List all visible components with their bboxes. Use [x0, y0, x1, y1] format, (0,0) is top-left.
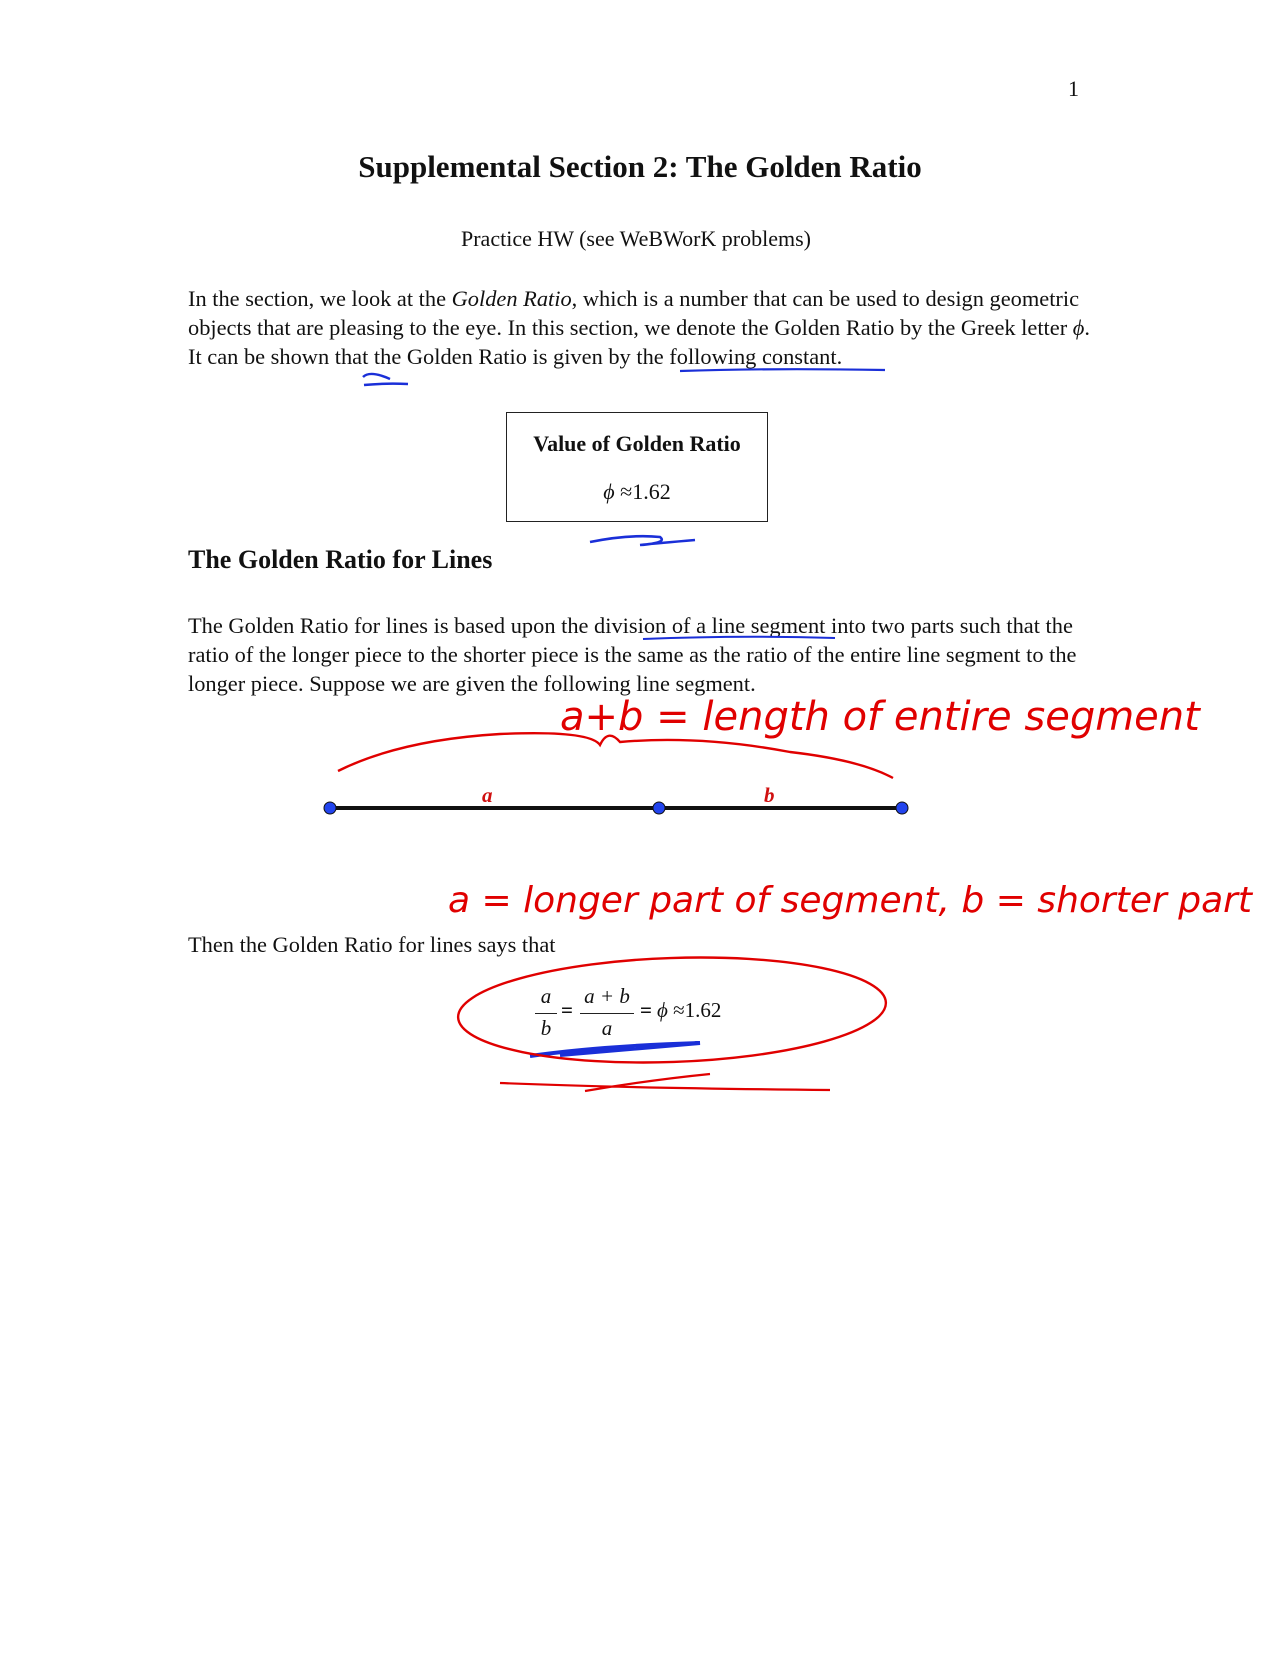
phi-symbol: ϕ	[1072, 315, 1085, 340]
box-phi: ϕ	[603, 479, 615, 504]
phi-underline-mark	[363, 374, 408, 385]
golden-ratio-underline	[680, 369, 885, 371]
red-ellipse	[456, 951, 887, 1070]
segment-label-b: b	[764, 783, 775, 807]
page-number: 1	[1068, 76, 1079, 101]
fraction2-denominator: a	[580, 1013, 634, 1041]
then-text: Then the Golden Ratio for lines says that	[188, 932, 556, 957]
equation-phi: ϕ	[657, 998, 668, 1022]
red-ellipse-tail	[500, 1074, 830, 1091]
section-heading: The Golden Ratio for Lines	[188, 545, 493, 574]
equation-underline-mark	[530, 1043, 700, 1056]
fraction1-denominator: b	[535, 1013, 557, 1041]
box-approx: ≈1.62	[614, 479, 671, 504]
intro-text-c: . It can be shown that the Golden Ratio is given by the following constant.	[188, 315, 1090, 369]
equals-sign-2: =	[640, 998, 652, 1022]
box-title: Value of Golden Ratio	[533, 431, 741, 456]
page-title: Supplemental Section 2: The Golden Ratio	[358, 149, 922, 184]
equals-sign-1: =	[561, 998, 573, 1022]
subtitle: Practice HW (see WeBWorK problems)	[461, 226, 811, 251]
fraction1-numerator: a	[540, 984, 552, 1008]
intro-text-b: , which is a number that can be used to design geometric objects that are pleasing to the eye. In this section, we denote the Golden Ratio by the Greek letter	[188, 286, 1080, 340]
segment-label-a: a	[482, 783, 493, 807]
intro-golden-ratio-italic: Golden Ratio	[451, 286, 572, 311]
value-underline-mark	[590, 536, 695, 545]
fraction2-numerator: a + b	[584, 984, 630, 1008]
division-underline	[643, 637, 835, 639]
equation-approx: ≈1.62	[667, 998, 722, 1022]
handwritten-note-longer-shorter: a = longer part of segment, b = shorter part	[448, 880, 1253, 921]
lines-paragraph: The Golden Ratio for lines is based upon the division of a line segment into two parts such that the ratio of the longer piece to the shorter piece is the same as the ratio of the entire line segment to the longer piece. Suppose we are given the following line segment.	[188, 613, 1077, 696]
intro-text-a: In the section, we look at the	[188, 286, 452, 311]
handwritten-note-entire-segment: a+b = length of entire segment	[560, 694, 1200, 740]
